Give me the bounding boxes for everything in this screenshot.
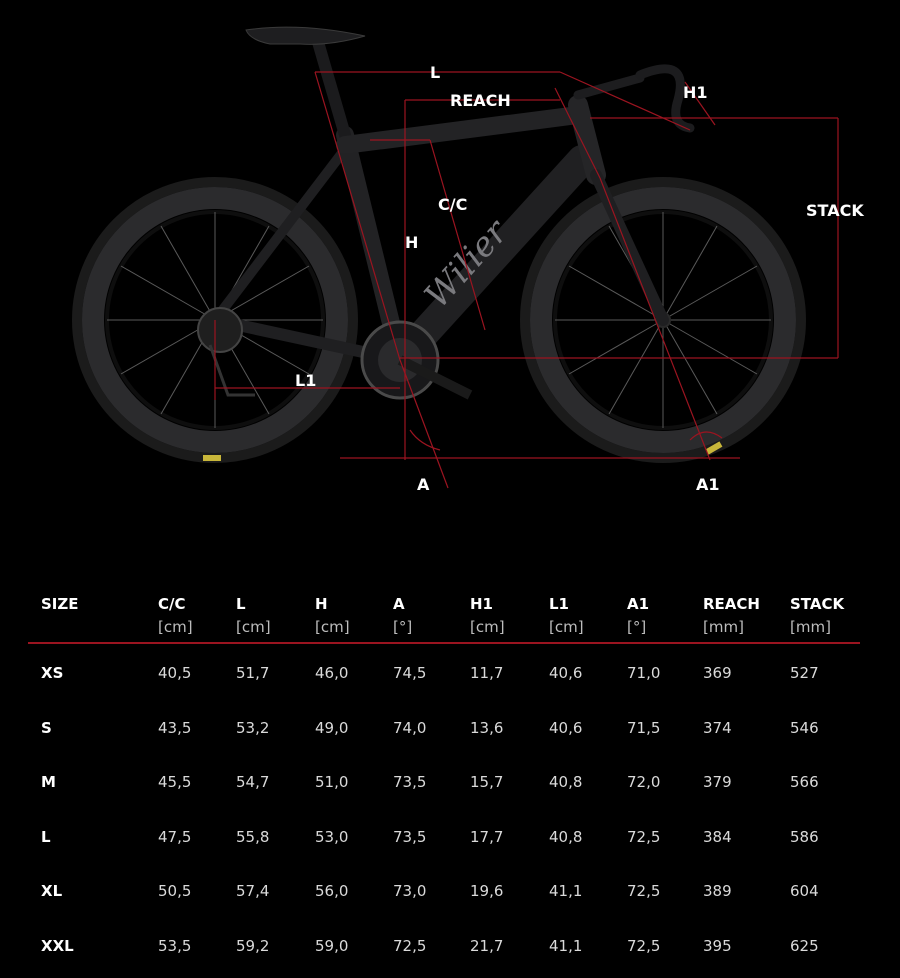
column-unit: [cm] (158, 618, 193, 636)
measurement-cell: 625 (790, 936, 819, 955)
measurement-cell: 40,6 (549, 718, 583, 737)
table-row (28, 701, 860, 756)
column-name: L1 (549, 595, 569, 613)
measurement-cell: 73,5 (393, 773, 427, 792)
measurement-cell: 374 (703, 718, 732, 737)
table-row (28, 643, 860, 701)
column-header-a (393, 592, 470, 643)
saddle (246, 27, 365, 44)
measurement-cell: 13,6 (470, 718, 504, 737)
size-cell: XS (41, 664, 64, 683)
geometry-table (28, 592, 860, 973)
measurement-cell: 71,0 (627, 664, 661, 683)
measurement-cell: 53,0 (315, 827, 349, 846)
measurement-cell: 15,7 (470, 773, 504, 792)
measurement-cell: 72,0 (627, 773, 661, 792)
size-cell: L (41, 827, 51, 846)
measurement-cell: 21,7 (470, 936, 504, 955)
column-header-size (28, 592, 158, 643)
column-unit: [cm] (470, 618, 505, 636)
measurement-cell: 40,8 (549, 827, 583, 846)
measurement-cell: 56,0 (315, 882, 349, 901)
column-name: SIZE (41, 595, 79, 613)
column-name: C/C (158, 595, 186, 613)
measurement-cell: 527 (790, 664, 819, 683)
brand-logo: Wilier (416, 212, 516, 317)
column-name: H (315, 595, 328, 613)
measurement-cell: 17,7 (470, 827, 504, 846)
size-cell: M (41, 773, 56, 792)
measurement-cell: 53,5 (158, 936, 192, 955)
measurement-cell: 41,1 (549, 882, 583, 901)
measurement-cell: 40,5 (158, 664, 192, 683)
label-a1: A1 (696, 475, 720, 494)
column-header-h (315, 592, 393, 643)
column-name: H1 (470, 595, 493, 613)
measurement-cell: 586 (790, 827, 819, 846)
measurement-cell: 73,0 (393, 882, 427, 901)
table-row (28, 755, 860, 810)
measurement-cell: 71,5 (627, 718, 661, 737)
measurement-cell: 53,2 (236, 718, 270, 737)
label-l1: L1 (295, 371, 317, 390)
measurement-cell: 43,5 (158, 718, 192, 737)
column-name: A (393, 595, 405, 613)
table-row (28, 810, 860, 865)
column-unit: [mm] (790, 618, 831, 636)
table-header-row (28, 592, 860, 643)
measurement-cell: 604 (790, 882, 819, 901)
column-header-reach (703, 592, 790, 643)
measurement-cell: 54,7 (236, 773, 270, 792)
column-name: L (236, 595, 246, 613)
measurement-cell: 74,5 (393, 664, 427, 683)
measurement-cell: 50,5 (158, 882, 192, 901)
measurement-cell: 369 (703, 664, 732, 683)
column-header-l1 (549, 592, 627, 643)
column-header-stack (790, 592, 860, 643)
column-unit: [cm] (236, 618, 271, 636)
measurement-cell: 384 (703, 827, 732, 846)
label-a: A (417, 475, 430, 494)
measurement-cell: 546 (790, 718, 819, 737)
measurement-cell: 379 (703, 773, 732, 792)
measurement-cell: 19,6 (470, 882, 504, 901)
column-name: A1 (627, 595, 650, 613)
size-cell: XL (41, 882, 63, 901)
size-cell: XXL (41, 936, 74, 955)
column-unit: [°] (393, 618, 413, 636)
measurement-cell: 72,5 (627, 882, 661, 901)
measurement-cell: 72,5 (627, 827, 661, 846)
measurement-cell: 41,1 (549, 936, 583, 955)
measurement-cell: 11,7 (470, 664, 504, 683)
measurement-cell: 72,5 (627, 936, 661, 955)
measurement-cell: 73,5 (393, 827, 427, 846)
measurement-cell: 40,6 (549, 664, 583, 683)
column-unit: [cm] (549, 618, 584, 636)
label-l: L (430, 63, 441, 82)
column-unit: [°] (627, 618, 647, 636)
measurement-cell: 72,5 (393, 936, 427, 955)
size-cell: S (41, 718, 52, 737)
label-stack: STACK (806, 201, 864, 220)
measurement-cell: 57,4 (236, 882, 270, 901)
column-unit: [cm] (315, 618, 350, 636)
measurement-cell: 45,5 (158, 773, 192, 792)
column-header-h1 (470, 592, 549, 643)
table-row (28, 864, 860, 919)
measurement-cell: 51,0 (315, 773, 349, 792)
measurement-cell: 74,0 (393, 718, 427, 737)
label-cc: C/C (438, 195, 468, 214)
column-header-l (236, 592, 315, 643)
column-name: STACK (790, 595, 845, 613)
measurement-cell: 46,0 (315, 664, 349, 683)
measurement-cell: 40,8 (549, 773, 583, 792)
measurement-cell: 49,0 (315, 718, 349, 737)
column-name: REACH (703, 595, 760, 613)
table-row (28, 919, 860, 974)
measurement-cell: 59,2 (236, 936, 270, 955)
column-header-cc (158, 592, 236, 643)
measurement-cell: 389 (703, 882, 732, 901)
column-unit: [mm] (703, 618, 744, 636)
column-header-a1 (627, 592, 703, 643)
measurement-cell: 59,0 (315, 936, 349, 955)
table-body (28, 643, 860, 973)
label-reach: REACH (450, 91, 511, 110)
measurement-cell: 395 (703, 936, 732, 955)
measurement-cell: 51,7 (236, 664, 270, 683)
measurement-cell: 47,5 (158, 827, 192, 846)
column-unit (41, 616, 158, 638)
measurement-cell: 55,8 (236, 827, 270, 846)
measurement-cell: 566 (790, 773, 819, 792)
label-h: H (405, 233, 419, 252)
label-h1: H1 (683, 83, 708, 102)
